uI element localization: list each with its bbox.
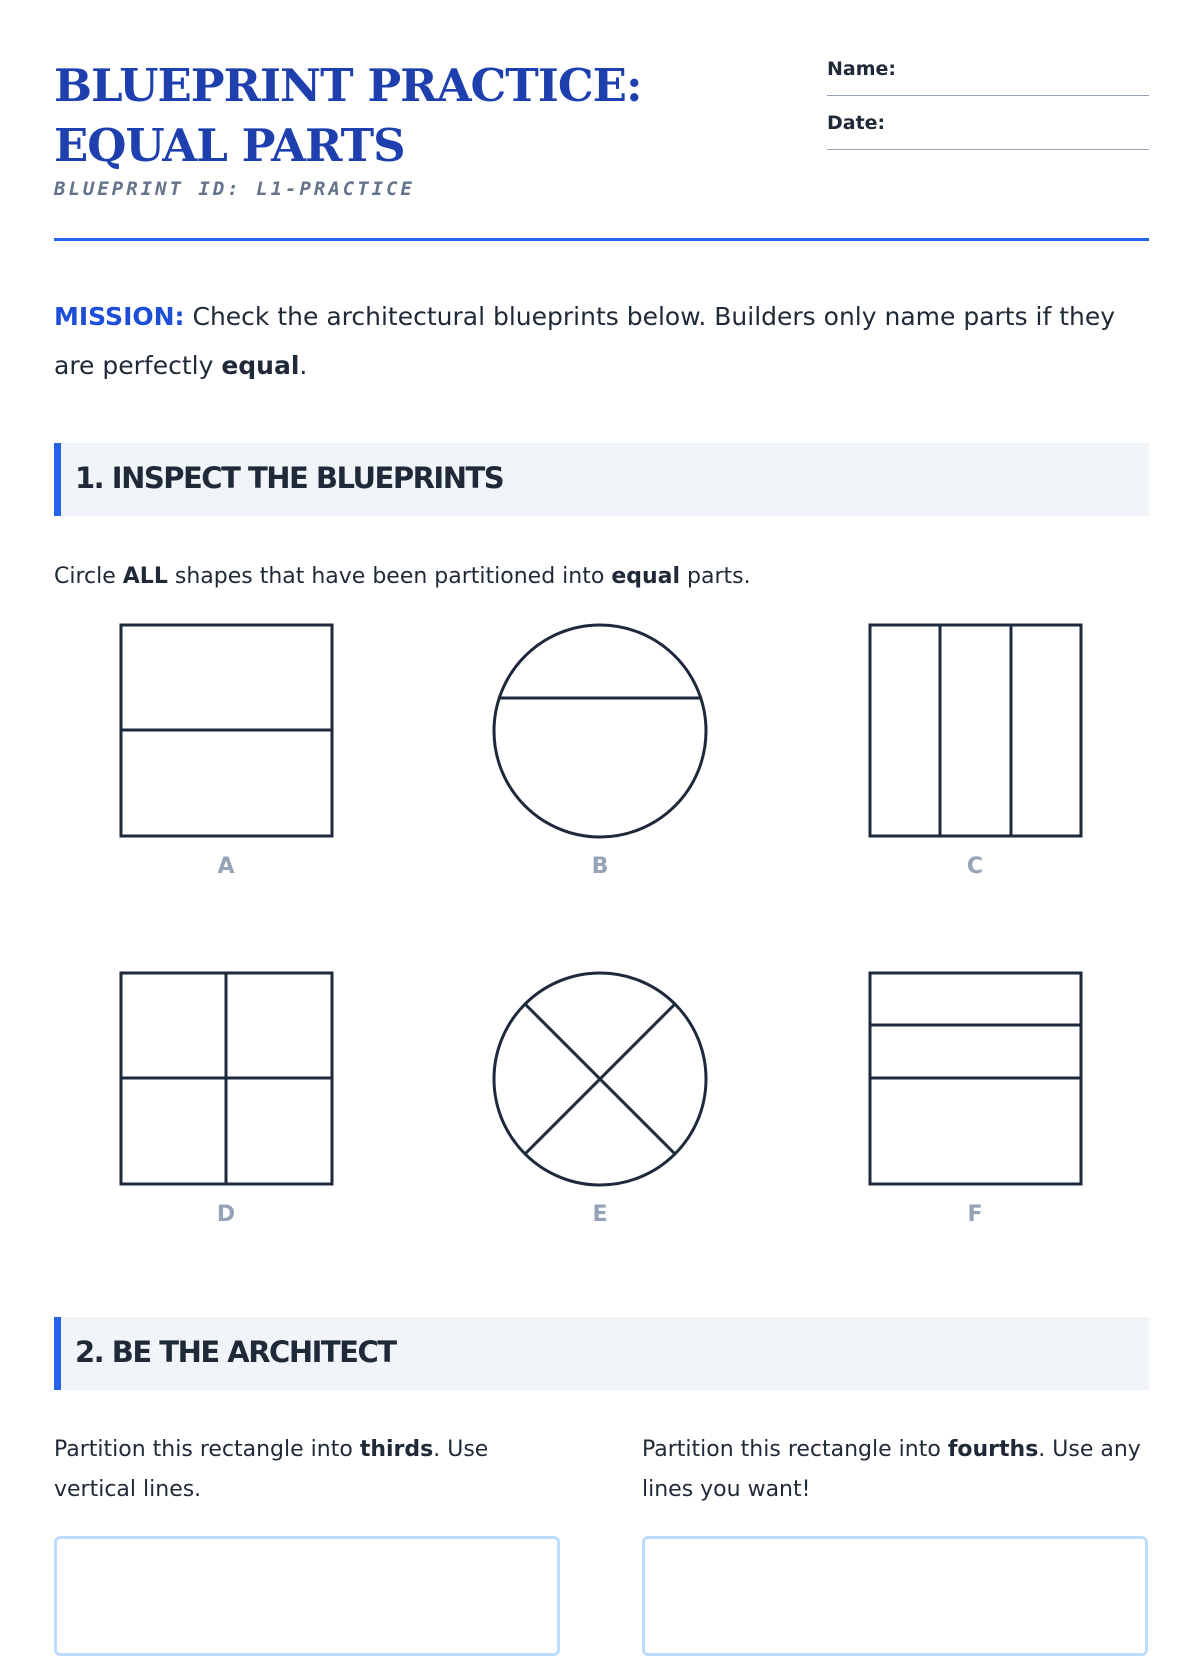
name-label: Name: xyxy=(827,58,897,80)
section-1-instruction xyxy=(54,557,751,597)
section-1-title: 1. INSPECT THE BLUEPRINTS xyxy=(75,461,504,495)
rectangle-quarters-icon xyxy=(111,966,341,1196)
instruction-emphasis-thirds: thirds xyxy=(359,1437,434,1462)
shape-label: D xyxy=(216,1202,236,1227)
thirds-instruction xyxy=(54,1430,560,1510)
shape-label: E xyxy=(592,1202,608,1227)
page-title: BLUEPRINT PRACTICE: EQUAL PARTS xyxy=(54,59,642,172)
fourths-drawing-box[interactable] xyxy=(642,1536,1148,1656)
mission-tag: MISSION: xyxy=(54,302,185,331)
instruction-text: . Use any lines you want! xyxy=(642,1437,1141,1502)
date-label: Date: xyxy=(827,112,886,134)
name-field[interactable] xyxy=(827,56,1149,96)
worksheet-page xyxy=(54,0,1149,1600)
shape-label: B xyxy=(591,854,609,879)
worksheet-header xyxy=(54,56,1149,241)
shape-f[interactable] xyxy=(860,966,1090,1246)
shape-label: C xyxy=(966,854,984,879)
rectangle-halves-horizontal-icon xyxy=(111,618,341,848)
blueprint-id: BLUEPRINT ID: L1-PRACTICE xyxy=(54,178,415,200)
mission-emphasis: equal xyxy=(221,351,300,380)
mission-statement xyxy=(54,292,1149,390)
rectangle-thirds-vertical-icon xyxy=(860,618,1090,848)
instruction-text: parts. xyxy=(680,564,751,589)
shape-b[interactable] xyxy=(485,618,715,898)
instruction-text: Partition this rectangle into xyxy=(642,1437,948,1462)
circle-quarters-diagonal-icon xyxy=(485,966,715,1196)
instruction-text: . Use vertical lines. xyxy=(54,1437,489,1502)
instruction-text: shapes that have been partitioned into xyxy=(167,564,612,589)
shape-d[interactable] xyxy=(111,966,341,1246)
mission-text-end: . xyxy=(299,351,308,380)
shape-a[interactable] xyxy=(111,618,341,898)
section-2-header xyxy=(54,1317,1149,1390)
instruction-emphasis-fourths: fourths xyxy=(947,1437,1039,1462)
instruction-emphasis-equal: equal xyxy=(611,564,681,589)
date-field[interactable] xyxy=(827,110,1149,150)
mission-text: Check the architectural blueprints below. Builders only name parts if they are perfectly xyxy=(54,302,1116,380)
circle-unequal-chord-icon xyxy=(485,618,715,848)
instruction-emphasis-all: ALL xyxy=(122,564,168,589)
instruction-text: Circle xyxy=(54,564,123,589)
section-2-title: 2. BE THE ARCHITECT xyxy=(75,1335,396,1369)
section-1-header xyxy=(54,443,1149,516)
shape-label: A xyxy=(217,854,235,879)
shape-c[interactable] xyxy=(860,618,1090,898)
shape-e[interactable] xyxy=(485,966,715,1246)
shape-label: F xyxy=(967,1202,983,1227)
fourths-instruction xyxy=(642,1430,1149,1510)
thirds-drawing-box[interactable] xyxy=(54,1536,560,1656)
instruction-text: Partition this rectangle into xyxy=(54,1437,360,1462)
name-date-fields xyxy=(827,56,1149,164)
rectangle-unequal-horizontal-icon xyxy=(860,966,1090,1196)
